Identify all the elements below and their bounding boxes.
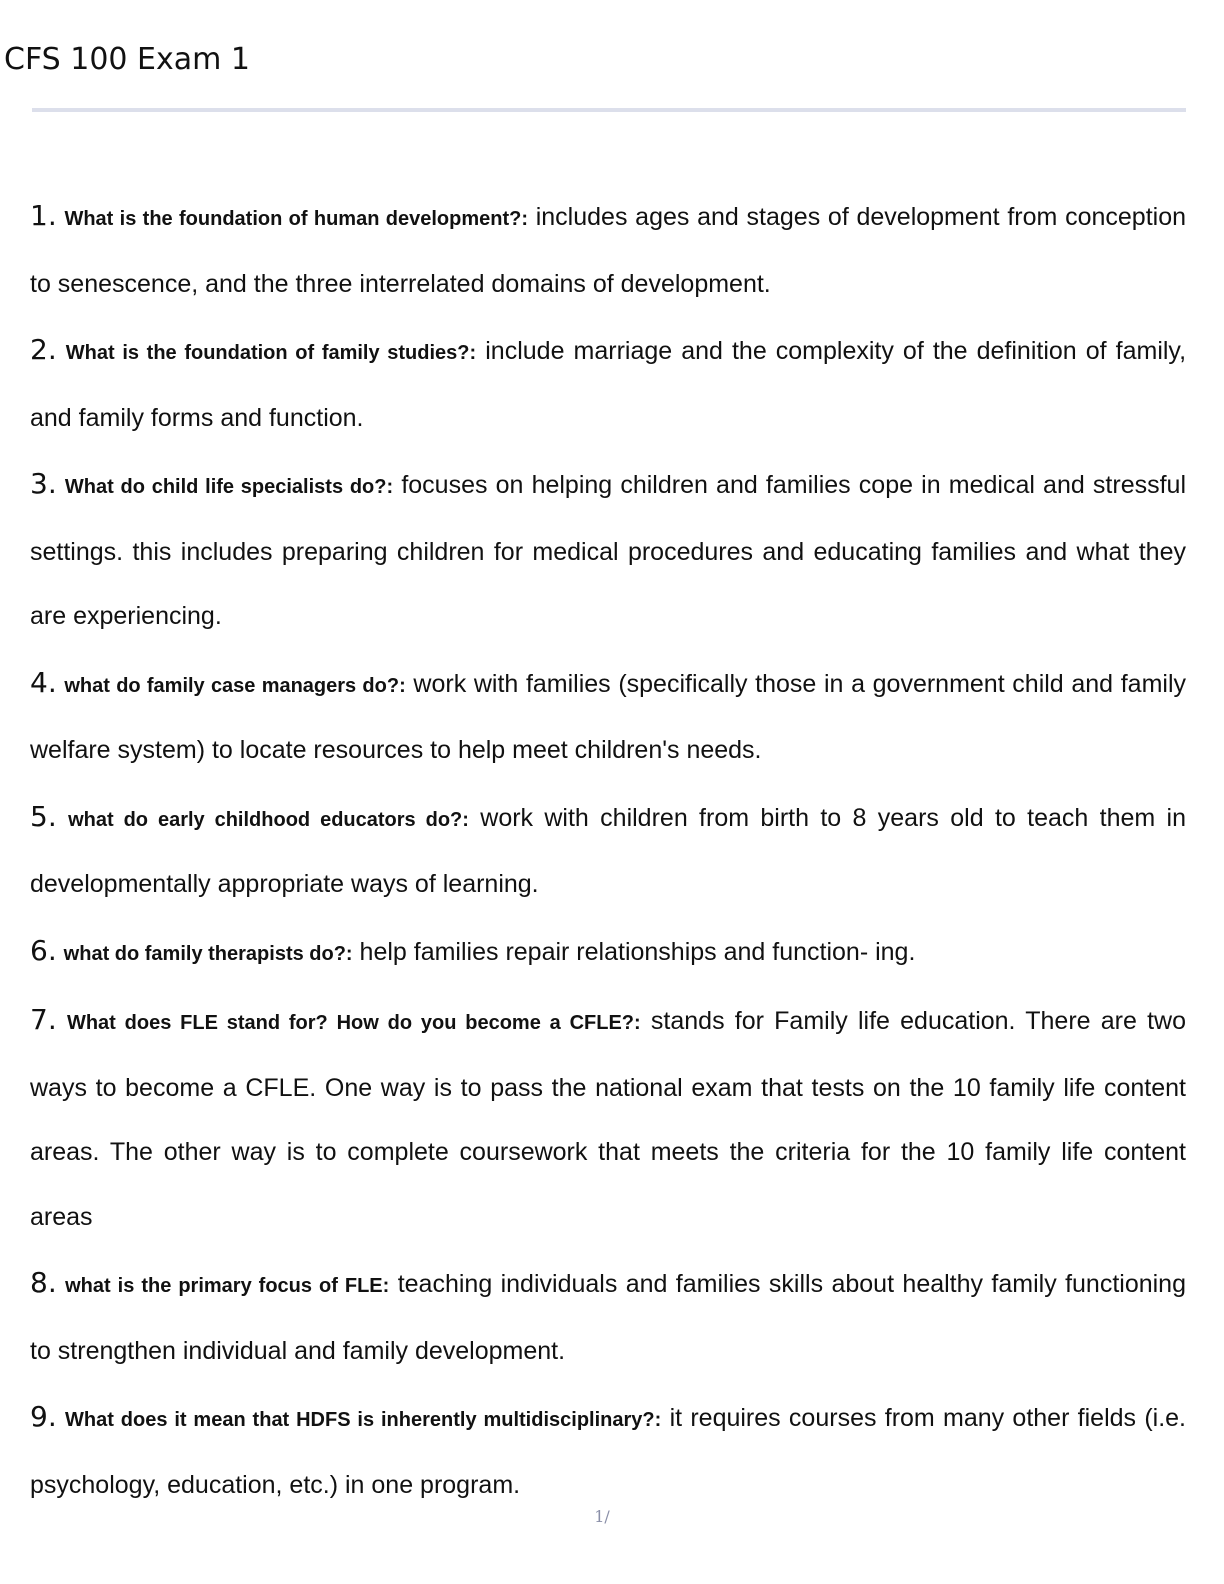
answer-text: stands for Family life education. There are two ways to become a CFLE. One way is to pass the national exam that tests on the 10 family life content areas. The other way is to complete coursework that meets the criteria for the 10 family life content areas	[30, 1007, 1187, 1231]
answer-text: include marriage and the complexity of the definition of family, and family forms and function.	[30, 337, 1187, 432]
question-number: 5.	[30, 799, 57, 833]
question-text: What is the foundation of human development?:	[64, 208, 528, 230]
answer-text: includes ages and stages of development from conception to senescence, and the three interrelated domains of development.	[30, 203, 1186, 298]
question-text: what do family therapists do?:	[63, 942, 353, 965]
question-text: What does FLE stand for? How do you become a CFLE?:	[66, 1012, 641, 1034]
page-number: 1/	[594, 1507, 610, 1526]
question-item	[30, 318, 1186, 450]
question-number: 8.	[30, 1266, 57, 1299]
question-item	[30, 988, 1186, 1249]
question-text: what do family case managers do?:	[64, 674, 406, 697]
answer-text: work with children from birth to 8 years old to teach them in developmentally appropriate ways of learning.	[30, 803, 1186, 898]
question-item	[30, 1251, 1186, 1383]
question-text: What do child life specialists do?:	[64, 476, 394, 498]
question-text: what do early childhood educators do?:	[68, 808, 469, 831]
question-text: What does it mean that HDFS is inherently multidisciplinary?:	[65, 1409, 662, 1431]
question-item	[30, 184, 1186, 316]
question-number: 9.	[30, 1400, 57, 1433]
question-number: 2.	[30, 333, 57, 366]
question-item	[30, 651, 1186, 783]
answer-text: teaching individuals and families skills about healthy family functioning to strengthen individual and family development.	[30, 1270, 1186, 1365]
question-number: 1.	[30, 199, 57, 232]
question-number: 6.	[30, 933, 57, 967]
question-list	[30, 184, 1186, 1519]
question-item	[30, 785, 1186, 917]
answer-text: work with families (specifically those in a government child and family welfare system) to locate resources to help meet children's needs.	[30, 669, 1186, 764]
question-number: 7.	[30, 1003, 57, 1036]
question-text: What is the foundation of family studies?:	[65, 342, 477, 364]
question-item	[30, 1385, 1186, 1517]
answer-text: help families repair relationships and function- ing.	[359, 937, 916, 966]
document-title: CFS 100 Exam 1	[4, 42, 250, 77]
question-text: what is the primary focus of FLE:	[65, 1275, 390, 1297]
answer-text: focuses on helping children and families cope in medical and stressful settings. this includes preparing children for medical procedures and educating families and what they are experiencing.	[30, 471, 1186, 630]
question-item	[30, 452, 1186, 649]
question-item	[30, 919, 1186, 987]
question-number: 3.	[30, 467, 57, 500]
question-number: 4.	[30, 665, 57, 699]
answer-text: it requires courses from many other fields (i.e. psychology, education, etc.) in one program.	[30, 1404, 1186, 1499]
title-divider	[32, 108, 1186, 112]
